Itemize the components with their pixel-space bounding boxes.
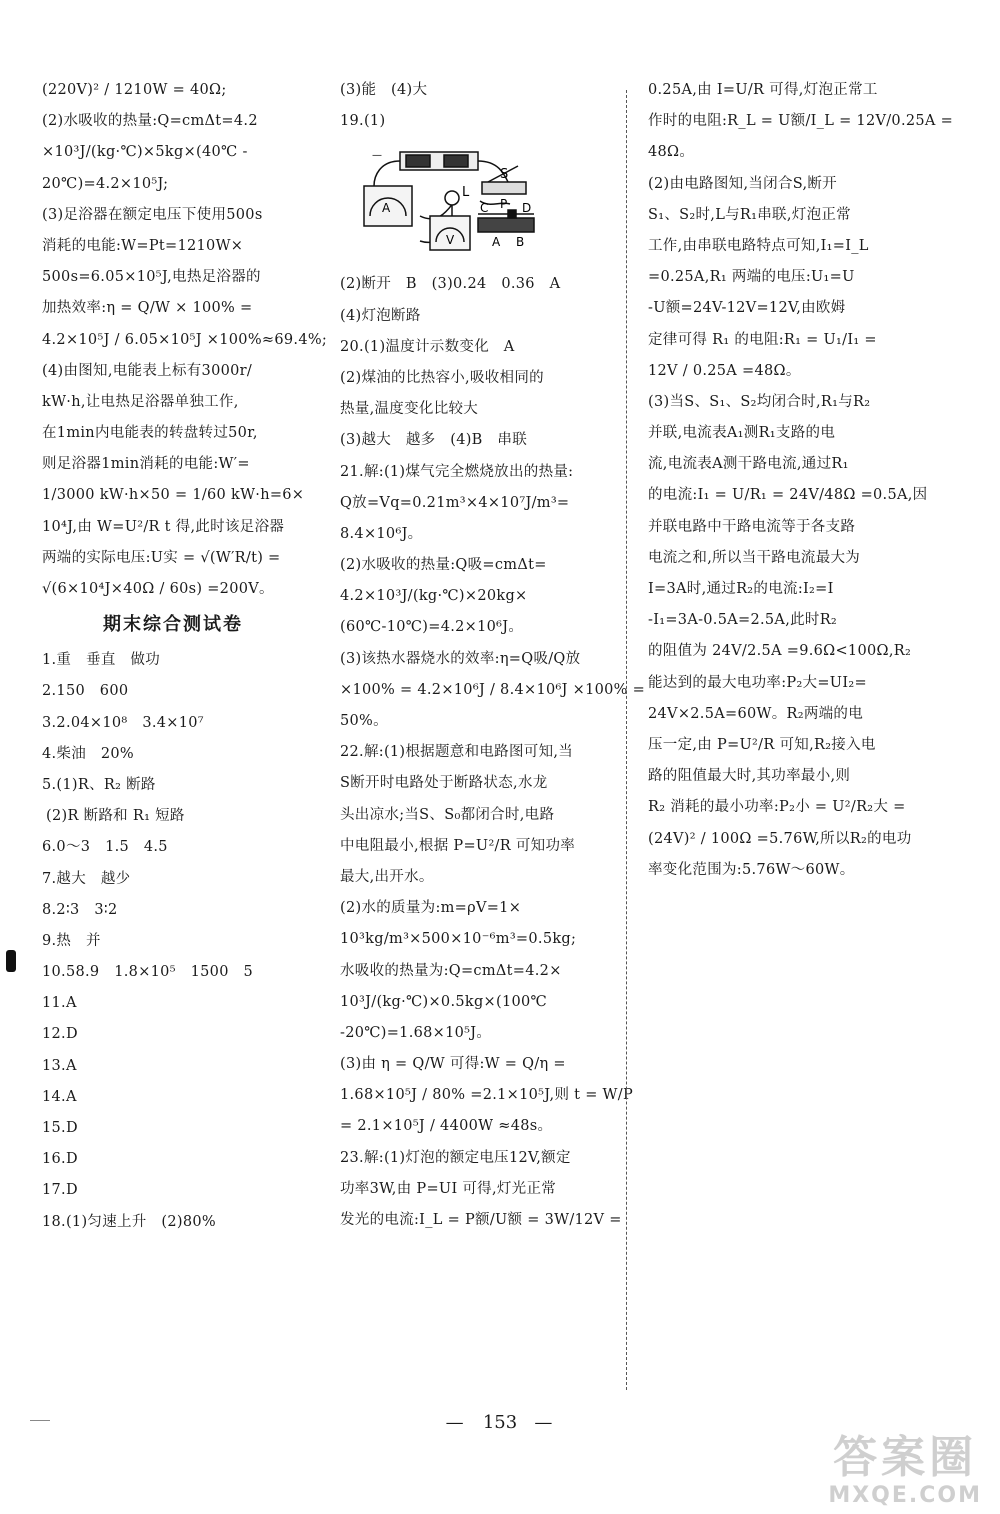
text-line: 流,电流表A测干路电流,通过R₁ [648,456,849,473]
text-line: 定律可得 R₁ 的电阻:R₁ = U₁/I₁ = [648,331,877,348]
text-line: 头出凉水;当S、S₀都闭合时,电路 [340,806,555,823]
column-3 [648,80,954,891]
terminal-d-label: D [522,201,532,216]
text-line: (3)能 (4)大 [340,82,428,98]
page-footer [0,1412,1000,1433]
answer-line: 10.58.9 1.8×10⁵ 1500 5 [42,964,254,981]
answer-line: 12.D [42,1026,78,1043]
text-line: 48Ω。 [648,144,695,161]
terminal-c-label: C [480,201,489,216]
text-line: 23.解:(1)灯泡的额定电压12V,额定 [340,1149,571,1166]
footer-dash-right: — [534,1412,555,1433]
text-line: 发光的电流:I_L = P额/U额 = 3W/12V = [340,1212,622,1228]
text-line: 热量,温度变化比较大 [340,401,479,418]
text-line: (2)由电路图知,当闭合S,断开 [648,175,837,192]
voltmeter-label: V [446,233,455,248]
watermark-main: 答案圈 [833,1432,978,1483]
text-line: I=3A时,通过R₂的电流:I₂=I [648,581,834,597]
section-title: 期末综合测试卷 [103,614,243,636]
footer-dash-left: — [445,1412,466,1433]
text-line: 10⁴J,由 W=U²/R t 得,此时该足浴器 [42,518,285,535]
text-line: (3)当S、S₁、S₂均闭合时,R₁与R₂ [648,393,871,410]
lamp-label: L [462,185,470,201]
text-line: (3)足浴器在额定电压下使用500s [42,206,263,223]
text-line: 路的阻值最大时,其功率最小,则 [648,768,851,785]
text-line: 能达到的最大电功率:P₂大=UI₂= [648,674,867,691]
text-line: (2)煤油的比热容小,吸收相同的 [340,369,544,386]
answer-line: 18.(1)匀速上升 (2)80% [42,1213,216,1230]
text-line: 1.68×10⁵J / 80% =2.1×10⁵J,则 t = W/P [340,1087,633,1104]
watermark-domain: MXQE.COM [828,1483,982,1508]
text-line: =0.25A,R₁ 两端的电压:U₁=U [648,269,855,286]
text-line: -20℃)=1.68×10⁵J。 [340,1024,492,1041]
column-2 [340,80,646,1241]
text-line: -I₁=3A-0.5A=2.5A,此时R₂ [648,612,838,629]
svg-text:—: — [372,150,382,162]
text-line: 则足浴器1min消耗的电能:W′= [42,456,250,473]
text-line: 20℃)=4.2×10⁵J; [42,175,169,192]
text-line: 电流之和,所以当干路电流最大为 [648,549,861,566]
text-line: 最大,出开水。 [340,868,434,885]
text-line: 4.2×10⁵J / 6.05×10⁵J ×100%≈69.4%; [42,331,328,348]
answer-line: 15.D [42,1120,78,1136]
text-line: 率变化范围为:5.76W～60W。 [648,861,855,878]
answer-line: 4.柴油 20% [42,745,134,762]
answer-line: 8.2∶3 3∶2 [42,901,118,918]
text-line: 压一定,由 P=U²/R 可知,R₂接入电 [648,736,876,753]
text-line: Q放=Vq=0.21m³×4×10⁷J/m³= [340,494,570,511]
text-line: 500s=6.05×10⁵J,电热足浴器的 [42,269,261,286]
answer-line: 14.A [42,1088,77,1105]
text-line: 作时的电阻:R_L = U额/I_L = 12V/0.25A = [648,113,954,130]
text-line: R₂ 消耗的最小功率:P₂小 = U²/R₂大 = [648,799,906,816]
text-line: (60℃-10℃)=4.2×10⁶J。 [340,619,524,636]
answer-line: 13.A [42,1057,77,1074]
text-line: (2)水吸收的热量:Q吸=cmΔt= [340,557,547,574]
text-line: 中电阻最小,根据 P=U²/R 可知功率 [340,837,576,854]
watermark [828,1433,982,1508]
answer-line: 3.2.04×10⁸ 3.4×10⁷ [42,714,204,731]
text-line: 24V×2.5A=60W。R₂两端的电 [648,705,864,722]
answer-line: 16.D [42,1151,78,1168]
text-line: 在1min内电能表的转盘转过50r, [42,425,258,442]
text-line: 1/3000 kW·h×50 = 1/60 kW·h=6× [42,487,305,504]
answer-line: 5.(1)R、R₂ 断路 [42,776,156,793]
text-line: 22.解:(1)根据题意和电路图可知,当 [340,744,574,761]
answer-line: 17.D [42,1182,78,1199]
text-line: 20.(1)温度计示数变化 A [340,338,515,355]
terminal-a-label: A [492,235,501,250]
terminal-b-label: B [516,235,525,250]
text-line: -U额=24V-12V=12V,由欧姆 [648,300,846,317]
column-divider [626,90,627,1390]
circuit-diagram [360,146,540,256]
text-line: 并联,电流表A₁测R₁支路的电 [648,425,836,442]
text-line: (4)灯泡断路 [340,307,421,324]
text-line: 21.解:(1)煤气完全燃烧放出的热量: [340,463,574,480]
text-line: 19.(1) [340,113,386,130]
text-line: (4)由图知,电能表上标有3000r/ [42,362,253,379]
text-line: 12V / 0.25A =48Ω。 [648,362,801,379]
answer-line: 7.越大 越少 [42,870,131,887]
text-line: 8.4×10⁶J。 [340,525,423,542]
text-line: S断开时电路处于断路状态,水龙 [340,775,548,792]
answer-line: 11.A [42,995,77,1012]
answer-line: (2)R 断路和 R₁ 短路 [46,808,185,825]
text-line: 10³J/(kg·℃)×0.5kg×(100℃ [340,993,548,1010]
slider-p-label: P [500,197,508,212]
answer-line: 9.热 并 [42,932,101,949]
binding-mark [6,950,16,972]
text-line: 10³kg/m³×500×10⁻⁶m³=0.5kg; [340,931,577,948]
text-line: 4.2×10³J/(kg·℃)×20kg× [340,588,528,605]
text-line: S₁、S₂时,L与R₁串联,灯泡正常 [648,206,851,223]
text-line: 消耗的电能:W=Pt=1210W× [42,237,244,254]
text-line: (3)该热水器烧水的效率:η=Q吸/Q放 [340,650,581,667]
text-line: (2)水吸收的热量:Q=cmΔt=4.2 [42,113,258,130]
switch-label: S [500,167,509,183]
text-line: 水吸收的热量为:Q=cmΔt=4.2× [340,962,562,979]
text-line: 加热效率:η = Q/W × 100% = [42,300,253,317]
answer-line: 6.0～3 1.5 4.5 [42,839,168,856]
text-line: 的阻值为 24V/2.5A =9.6Ω<100Ω,R₂ [648,643,912,660]
text-line: (220V)² / 1210W = 40Ω; [42,82,227,98]
text-line: (24V)² / 100Ω =5.76W,所以R₂的电功 [648,830,912,847]
text-line: 0.25A,由 I=U/R 可得,灯泡正常工 [648,82,878,98]
page-number: 153 [482,1412,518,1433]
text-line: ×100% = 4.2×10⁶J / 8.4×10⁶J ×100% = [340,681,646,698]
text-line: 的电流:I₁ = U/R₁ = 24V/48Ω =0.5A,因 [648,487,928,504]
text-line: 两端的实际电压:U实 = √(W′R/t) = [42,549,281,566]
column-1 [42,80,328,1243]
text-line: √(6×10⁴J×40Ω / 60s) =200V。 [42,581,274,597]
text-line: 并联电路中干路电流等于各支路 [648,518,856,535]
text-line: ×10³J/(kg·℃)×5kg×(40℃ - [42,144,248,161]
answer-line: 1.重 垂直 做功 [42,652,161,669]
text-line: (3)越大 越多 (4)B 串联 [340,432,528,449]
text-line: 功率3W,由 P=UI 可得,灯光正常 [340,1180,557,1197]
ammeter-label: A [382,201,391,216]
answer-line: 2.150 600 [42,683,129,700]
text-line: 工作,由串联电路特点可知,I₁=I_L [648,237,869,254]
text-line: = 2.1×10⁵J / 4400W ≈48s。 [340,1118,553,1135]
text-line: (2)断开 B (3)0.24 0.36 A [340,276,561,293]
text-line: kW·h,让电热足浴器单独工作, [42,393,239,410]
text-line: 50%。 [340,713,388,729]
text-line: (3)由 η = Q/W 可得:W = Q/η = [340,1056,566,1073]
text-line: (2)水的质量为:m=ρV=1× [340,900,522,917]
